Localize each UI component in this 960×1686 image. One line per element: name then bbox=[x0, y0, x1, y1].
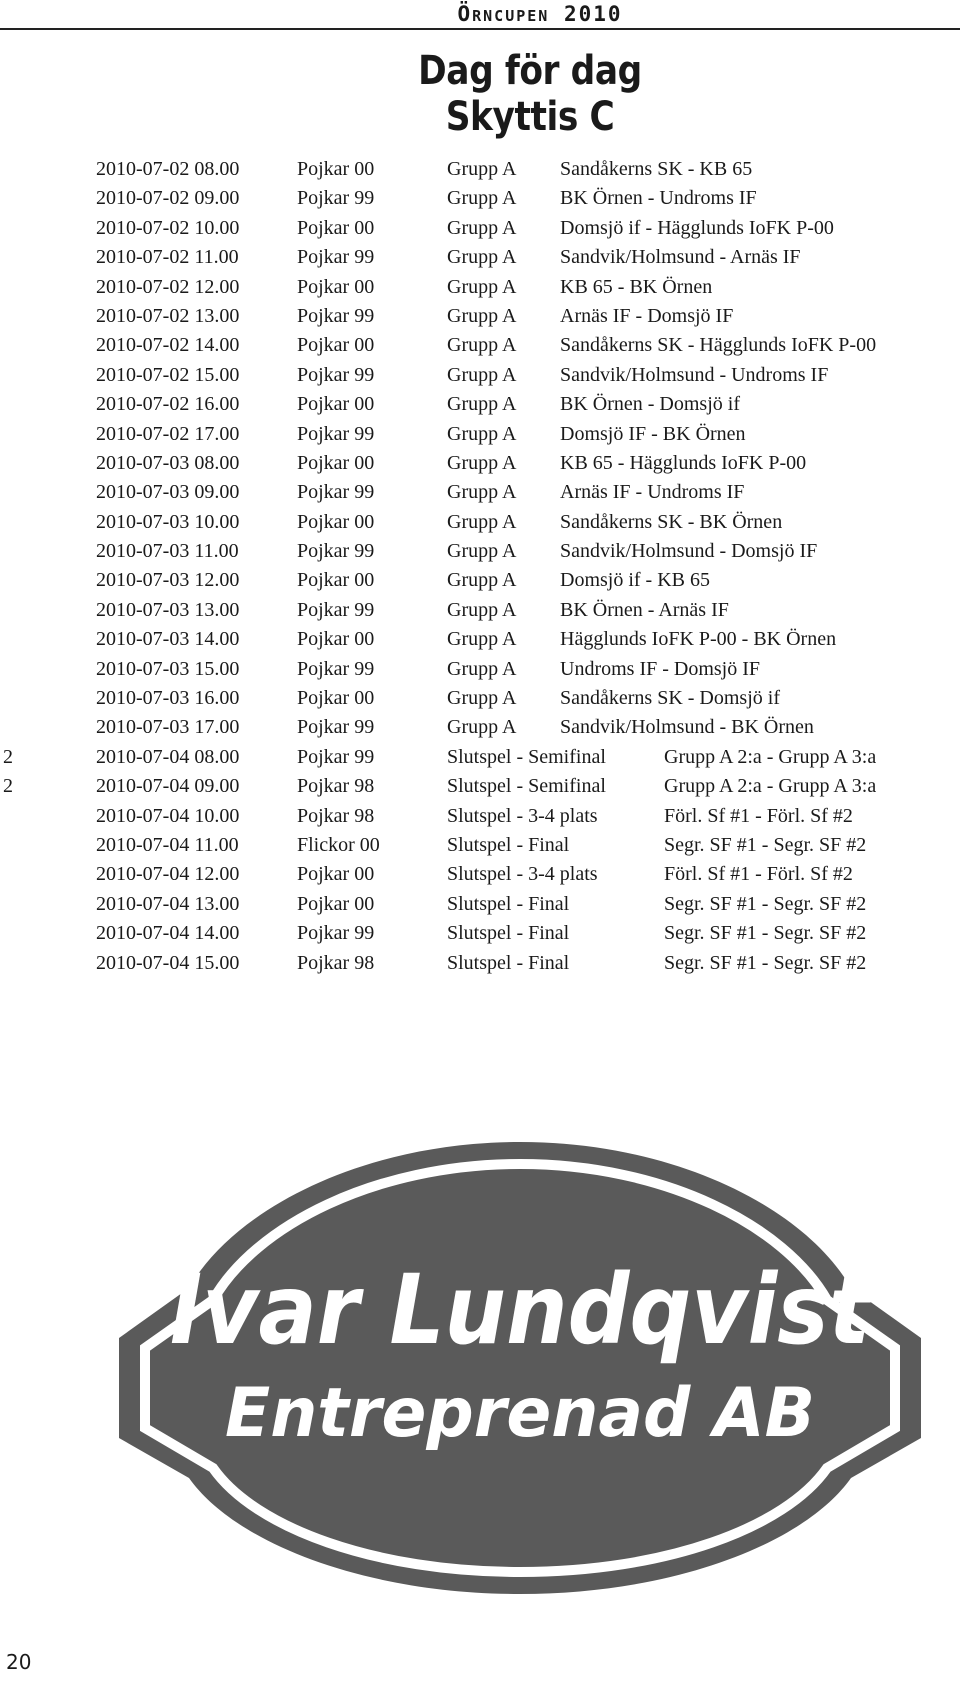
schedule-row bbox=[0, 508, 960, 537]
logo-line-1: Ivar Lundqvist bbox=[170, 1254, 873, 1366]
match-time: 2010-07-03 17.00 bbox=[96, 716, 240, 739]
match-class: Pojkar 99 bbox=[297, 481, 375, 504]
match-group: Grupp A bbox=[447, 393, 517, 416]
match-group: Slutspel - 3-4 plats bbox=[447, 863, 598, 886]
match-group: Slutspel - Final bbox=[447, 892, 570, 915]
match-group: Grupp A bbox=[447, 687, 517, 710]
match-class: Pojkar 99 bbox=[297, 304, 375, 327]
match-teams: Segr. SF #1 - Segr. SF #2 bbox=[664, 892, 867, 915]
row-mark: 2 bbox=[3, 745, 13, 768]
running-header: Örncupen 2010 bbox=[457, 2, 623, 26]
match-class: Pojkar 00 bbox=[297, 863, 375, 886]
match-time: 2010-07-02 08.00 bbox=[96, 158, 240, 180]
match-group: Grupp A bbox=[447, 716, 517, 739]
match-class: Pojkar 00 bbox=[297, 569, 375, 592]
match-group: Slutspel - Final bbox=[447, 951, 570, 974]
match-group: Slutspel - Final bbox=[447, 922, 570, 945]
match-teams: Segr. SF #1 - Segr. SF #2 bbox=[664, 922, 867, 945]
match-teams: Sandåkerns SK - KB 65 bbox=[560, 158, 753, 180]
match-time: 2010-07-04 13.00 bbox=[96, 892, 240, 915]
match-time: 2010-07-02 09.00 bbox=[96, 187, 240, 210]
match-class: Pojkar 00 bbox=[297, 628, 375, 651]
match-class: Pojkar 00 bbox=[297, 510, 375, 533]
match-time: 2010-07-04 09.00 bbox=[96, 775, 240, 798]
match-group: Grupp A bbox=[447, 246, 517, 269]
match-teams: Hägglunds IoFK P-00 - BK Örnen bbox=[560, 628, 837, 651]
match-teams: Arnäs IF - Domsjö IF bbox=[560, 304, 734, 327]
match-group: Grupp A bbox=[447, 540, 517, 563]
match-teams: Sandvik/Holmsund - Domsjö IF bbox=[560, 540, 818, 563]
schedule-row bbox=[0, 772, 960, 801]
match-teams: Domsjö IF - BK Örnen bbox=[560, 422, 746, 445]
match-group: Grupp A bbox=[447, 598, 517, 621]
match-teams: Grupp A 2:a - Grupp A 3:a bbox=[664, 775, 877, 798]
match-group: Slutspel - Semifinal bbox=[447, 745, 606, 768]
match-teams: Arnäs IF - Undroms IF bbox=[560, 481, 745, 504]
match-time: 2010-07-03 16.00 bbox=[96, 687, 240, 710]
match-time: 2010-07-02 16.00 bbox=[96, 393, 240, 416]
match-group: Grupp A bbox=[447, 657, 517, 680]
match-group: Grupp A bbox=[447, 334, 517, 357]
schedule-row bbox=[0, 919, 960, 948]
match-teams: Domsjö if - Hägglunds IoFK P-00 bbox=[560, 216, 834, 239]
match-group: Grupp A bbox=[447, 363, 517, 386]
match-teams: KB 65 - Hägglunds IoFK P-00 bbox=[560, 451, 807, 474]
match-class: Pojkar 00 bbox=[297, 158, 375, 180]
match-teams: BK Örnen - Domsjö if bbox=[560, 393, 740, 416]
page-title: Dag för dag Skyttis C bbox=[418, 48, 642, 140]
match-group: Grupp A bbox=[447, 216, 517, 239]
match-group: Grupp A bbox=[447, 569, 517, 592]
match-group: Slutspel - Semifinal bbox=[447, 775, 606, 798]
schedule-row bbox=[0, 802, 960, 831]
match-group: Grupp A bbox=[447, 304, 517, 327]
match-teams: Sandvik/Holmsund - Undroms IF bbox=[560, 363, 829, 386]
schedule-row bbox=[0, 713, 960, 742]
match-group: Grupp A bbox=[447, 451, 517, 474]
match-teams: Sandvik/Holmsund - BK Örnen bbox=[560, 716, 814, 739]
match-time: 2010-07-02 12.00 bbox=[96, 275, 240, 298]
match-group: Grupp A bbox=[447, 158, 517, 180]
match-time: 2010-07-03 12.00 bbox=[96, 569, 240, 592]
match-time: 2010-07-03 08.00 bbox=[96, 451, 240, 474]
schedule-row bbox=[0, 860, 960, 889]
match-class: Pojkar 98 bbox=[297, 775, 375, 798]
match-time: 2010-07-03 10.00 bbox=[96, 510, 240, 533]
logo-badge bbox=[119, 1142, 921, 1594]
schedule-row bbox=[0, 566, 960, 595]
schedule-row bbox=[0, 184, 960, 213]
schedule-row bbox=[0, 331, 960, 360]
match-teams: Förl. Sf #1 - Förl. Sf #2 bbox=[664, 804, 853, 827]
schedule-row bbox=[0, 273, 960, 302]
schedule-row bbox=[0, 596, 960, 625]
match-time: 2010-07-02 17.00 bbox=[96, 422, 240, 445]
schedule-row bbox=[0, 302, 960, 331]
match-teams: Segr. SF #1 - Segr. SF #2 bbox=[664, 833, 867, 856]
match-class: Pojkar 99 bbox=[297, 363, 375, 386]
match-class: Pojkar 00 bbox=[297, 892, 375, 915]
match-class: Pojkar 98 bbox=[297, 951, 375, 974]
schedule-row bbox=[0, 949, 960, 978]
match-teams: Sandåkerns SK - BK Örnen bbox=[560, 510, 783, 533]
schedule-row bbox=[0, 537, 960, 566]
match-teams: Sandvik/Holmsund - Arnäs IF bbox=[560, 246, 801, 269]
page-number: 20 bbox=[6, 1650, 32, 1674]
match-class: Pojkar 99 bbox=[297, 422, 375, 445]
match-group: Grupp A bbox=[447, 187, 517, 210]
match-group: Grupp A bbox=[447, 510, 517, 533]
header-rule bbox=[0, 28, 960, 30]
match-time: 2010-07-04 10.00 bbox=[96, 804, 240, 827]
match-teams: KB 65 - BK Örnen bbox=[560, 275, 713, 298]
schedule-row bbox=[0, 743, 960, 772]
schedule-list bbox=[0, 155, 960, 978]
schedule-row bbox=[0, 390, 960, 419]
schedule-row bbox=[0, 890, 960, 919]
match-class: Pojkar 99 bbox=[297, 922, 375, 945]
match-time: 2010-07-03 14.00 bbox=[96, 628, 240, 651]
match-group: Grupp A bbox=[447, 628, 517, 651]
match-class: Pojkar 99 bbox=[297, 187, 375, 210]
match-time: 2010-07-04 12.00 bbox=[96, 863, 240, 886]
match-teams: Förl. Sf #1 - Förl. Sf #2 bbox=[664, 863, 853, 886]
row-mark: 2 bbox=[3, 775, 13, 798]
schedule-row bbox=[0, 361, 960, 390]
match-class: Flickor 00 bbox=[297, 833, 380, 856]
match-time: 2010-07-04 11.00 bbox=[96, 833, 239, 856]
match-group: Slutspel - 3-4 plats bbox=[447, 804, 598, 827]
match-class: Pojkar 99 bbox=[297, 745, 375, 768]
match-time: 2010-07-02 10.00 bbox=[96, 216, 240, 239]
match-teams: Sandåkerns SK - Hägglunds IoFK P-00 bbox=[560, 334, 877, 357]
match-time: 2010-07-02 14.00 bbox=[96, 334, 240, 357]
match-class: Pojkar 00 bbox=[297, 393, 375, 416]
match-group: Grupp A bbox=[447, 422, 517, 445]
match-class: Pojkar 98 bbox=[297, 804, 375, 827]
match-time: 2010-07-02 15.00 bbox=[96, 363, 240, 386]
match-group: Slutspel - Final bbox=[447, 833, 570, 856]
match-group: Grupp A bbox=[447, 481, 517, 504]
match-time: 2010-07-04 15.00 bbox=[96, 951, 240, 974]
match-class: Pojkar 00 bbox=[297, 687, 375, 710]
match-time: 2010-07-03 13.00 bbox=[96, 598, 240, 621]
match-class: Pojkar 00 bbox=[297, 451, 375, 474]
match-class: Pojkar 99 bbox=[297, 540, 375, 563]
sponsor-logo bbox=[115, 1138, 925, 1598]
match-class: Pojkar 99 bbox=[297, 716, 375, 739]
match-class: Pojkar 99 bbox=[297, 598, 375, 621]
schedule-row bbox=[0, 214, 960, 243]
match-class: Pojkar 00 bbox=[297, 275, 375, 298]
schedule-row bbox=[0, 243, 960, 272]
schedule-row bbox=[0, 625, 960, 654]
match-teams: Undroms IF - Domsjö IF bbox=[560, 657, 761, 680]
match-group: Grupp A bbox=[447, 275, 517, 298]
schedule-row bbox=[0, 831, 960, 860]
match-teams: Segr. SF #1 - Segr. SF #2 bbox=[664, 951, 867, 974]
match-class: Pojkar 00 bbox=[297, 216, 375, 239]
match-class: Pojkar 00 bbox=[297, 334, 375, 357]
match-time: 2010-07-03 11.00 bbox=[96, 540, 239, 563]
schedule-row bbox=[0, 478, 960, 507]
match-teams: Sandåkerns SK - Domsjö if bbox=[560, 687, 780, 710]
logo-line-2: Entreprenad AB bbox=[225, 1374, 815, 1453]
match-teams: Grupp A 2:a - Grupp A 3:a bbox=[664, 745, 877, 768]
match-teams: BK Örnen - Arnäs IF bbox=[560, 598, 729, 621]
match-class: Pojkar 99 bbox=[297, 246, 375, 269]
match-time: 2010-07-02 11.00 bbox=[96, 246, 239, 269]
schedule-row bbox=[0, 420, 960, 449]
match-time: 2010-07-04 08.00 bbox=[96, 745, 240, 768]
schedule-row bbox=[0, 655, 960, 684]
match-time: 2010-07-03 15.00 bbox=[96, 657, 240, 680]
match-teams: Domsjö if - KB 65 bbox=[560, 569, 710, 592]
schedule-row bbox=[0, 155, 960, 184]
match-time: 2010-07-03 09.00 bbox=[96, 481, 240, 504]
match-time: 2010-07-04 14.00 bbox=[96, 922, 240, 945]
match-time: 2010-07-02 13.00 bbox=[96, 304, 240, 327]
schedule-row bbox=[0, 684, 960, 713]
match-class: Pojkar 99 bbox=[297, 657, 375, 680]
schedule-row bbox=[0, 449, 960, 478]
match-teams: BK Örnen - Undroms IF bbox=[560, 187, 757, 210]
